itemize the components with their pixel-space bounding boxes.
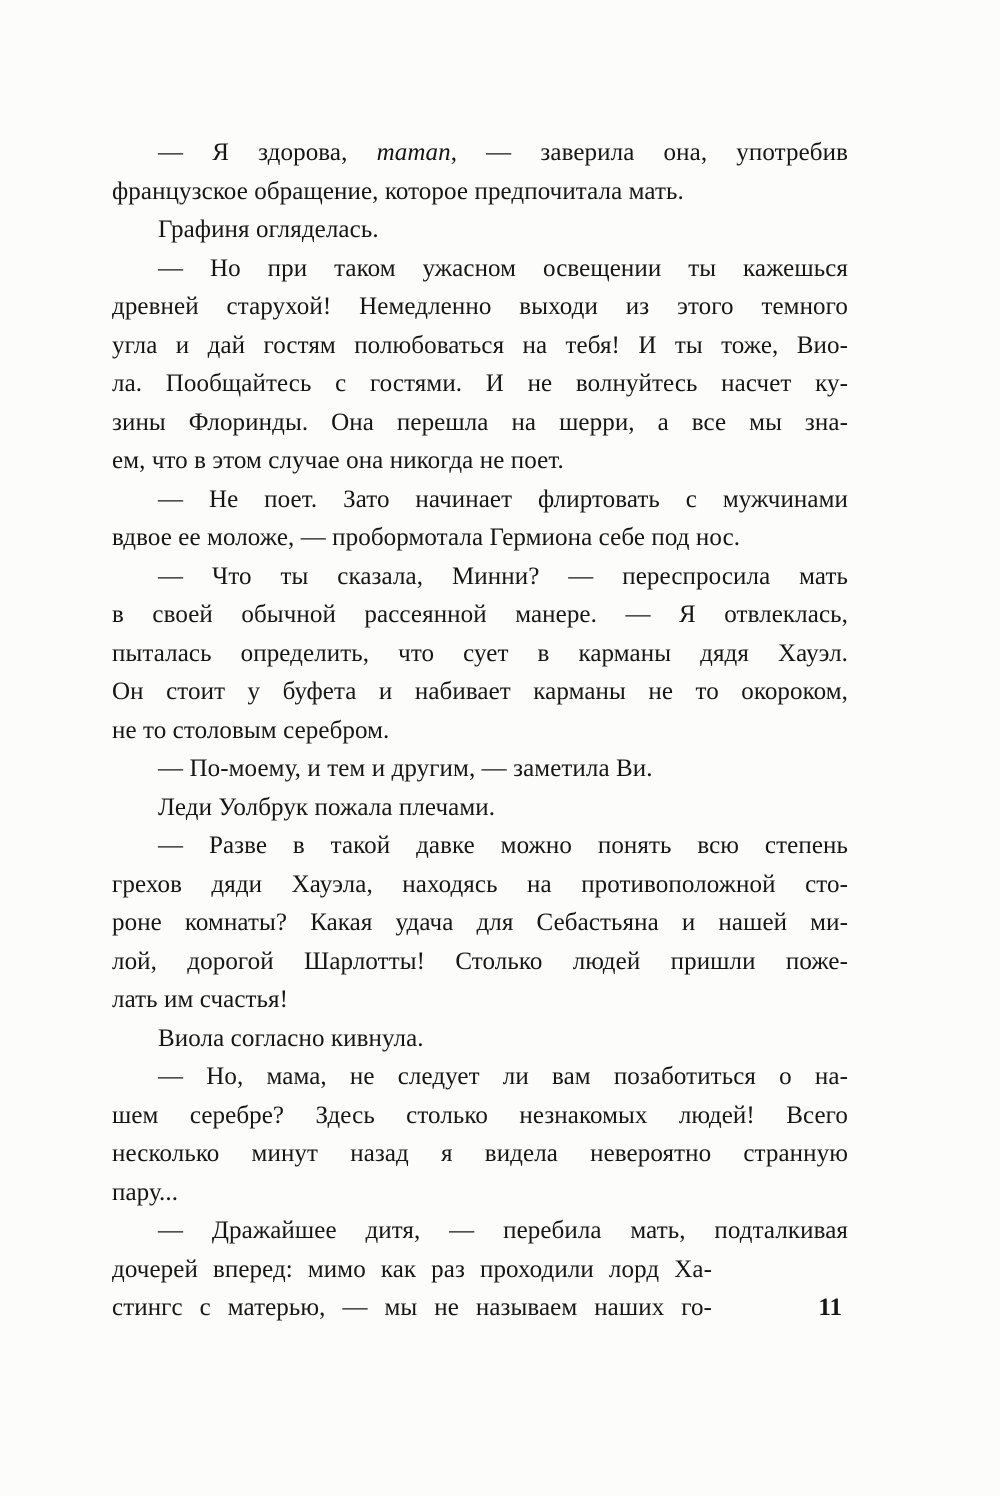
text-line: лать им счастья!	[112, 986, 289, 1013]
text-line: — По-моему, и тем и другим, — заметила Ви.	[158, 755, 653, 782]
page-number: 11	[818, 1294, 842, 1321]
text-line: — Не поет. Зато начинает флиртовать с мужчинами	[158, 485, 848, 513]
text-line: вдвое ее моложе, — пробормотала Гермиона себе под нос.	[112, 524, 741, 551]
text-line: зины Флоринды. Она перешла на шерри, а все мы зна-	[112, 408, 848, 436]
text-line: не то столовым серебром.	[112, 716, 390, 744]
text-line: Он стоит у буфета и набивает карманы не то окороком,	[112, 678, 848, 705]
paragraph	[112, 1058, 848, 1212]
italic-text: maman	[376, 139, 451, 166]
text-line: угла и дай гостям полюбоваться на тебя! И ты тоже, Вио-	[112, 331, 848, 359]
paragraph	[112, 558, 848, 751]
text-line: — Но, мама, не следует ли вам позаботиться о на-	[158, 1063, 848, 1090]
text-line: дочерей вперед: мимо как раз проходили лорд Ха-	[112, 1255, 712, 1283]
text-line: стингс с матерью, — мы не называем наших го-	[112, 1294, 712, 1321]
text-line: лой, дорогой Шарлотты! Столько людей пришли поже-	[112, 947, 848, 975]
paragraph	[112, 1212, 848, 1328]
text-line: — Но при таком ужасном освещении ты кажешься	[158, 254, 848, 282]
text-line: — Я здорова, maman, — заверила она, употребив	[158, 139, 848, 166]
text-line: ем, что в этом случае она никогда не поет.	[112, 447, 564, 474]
paragraph	[112, 481, 848, 558]
text-line: ла. Пообщайтесь с гостями. И не волнуйтесь насчет ку-	[112, 370, 848, 397]
text-line: — Дражайшее дитя, — перебила мать, подталкивая	[158, 1217, 848, 1244]
text-line: — Разве в такой давке можно понять всю степень	[158, 832, 848, 859]
paragraph	[112, 827, 848, 1020]
paragraph	[112, 789, 848, 828]
text-line: грехов дяди Хауэла, находясь на противоположной сто-	[112, 870, 848, 898]
text-line: несколько минут назад я видела невероятно странную	[112, 1140, 848, 1167]
text-line: — Что ты сказала, Минни? — переспросила мать	[158, 562, 848, 590]
text-line: пару...	[112, 1178, 179, 1206]
text-line: пыталась определить, что сует в карманы дядя Хауэл.	[112, 639, 848, 667]
paragraph	[112, 211, 848, 250]
text-line: роне комнаты? Какая удача для Себастьяна и нашей ми-	[112, 909, 848, 936]
paragraph	[112, 134, 848, 211]
text-line: в своей обычной рассеянной манере. — Я отвлеклась,	[112, 601, 848, 628]
paragraph	[112, 1020, 848, 1059]
paragraph	[112, 750, 848, 789]
text-line: шем серебре? Здесь столько незнакомых людей! Всего	[112, 1101, 848, 1129]
text-line: французское обращение, которое предпочитала мать.	[112, 177, 684, 205]
text-block	[112, 134, 848, 1328]
paragraph	[112, 250, 848, 481]
text-line: Виола согласно кивнула.	[158, 1024, 424, 1052]
text-line: Графиня огляделась.	[158, 216, 379, 243]
text-line: Леди Уолбрук пожала плечами.	[158, 793, 496, 821]
text-line: древней старухой! Немедленно выходи из этого темного	[112, 293, 848, 320]
